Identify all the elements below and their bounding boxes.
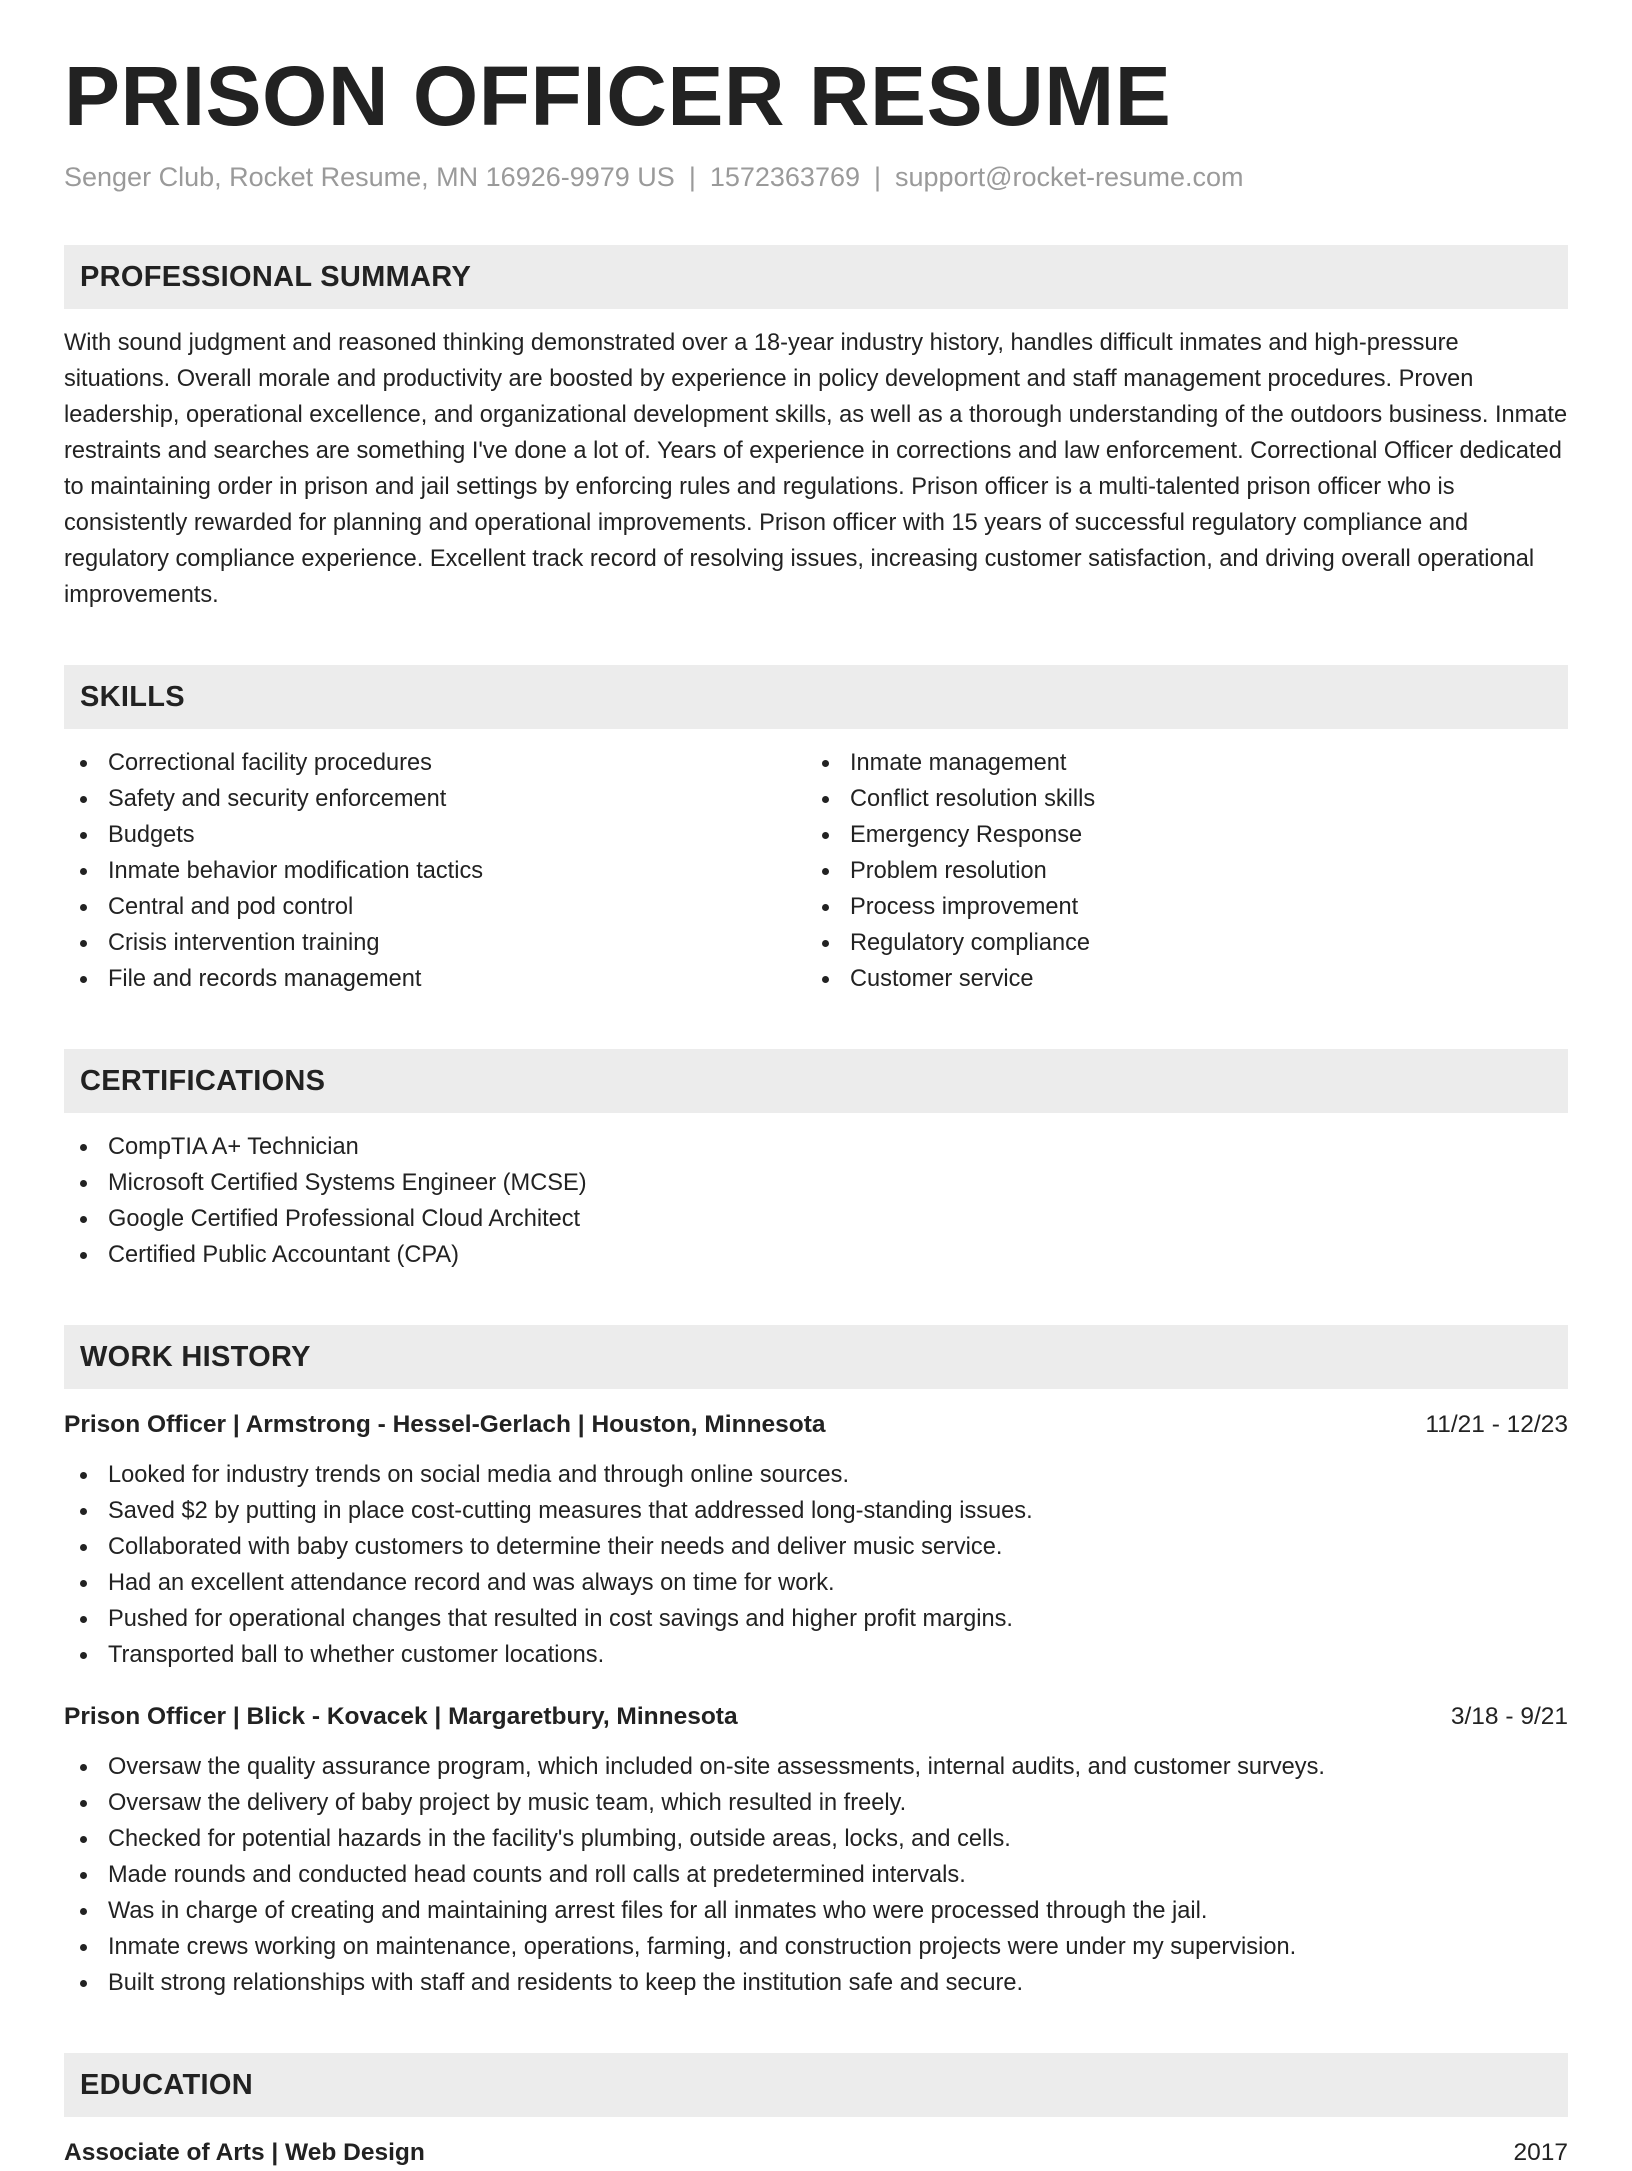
job-duty-item: Checked for potential hazards in the facility's plumbing, outside areas, locks, and cells. [64,1821,1568,1857]
contact-separator: | [874,162,882,193]
certification-item: Google Certified Professional Cloud Architect [64,1201,1568,1237]
contact-address: Senger Club, Rocket Resume, MN 16926-9979 US [64,162,675,193]
skill-item: Regulatory compliance [806,925,1548,961]
contact-separator: | [688,162,696,193]
job-duty-item: Collaborated with baby customers to determine their needs and deliver music service. [64,1529,1568,1565]
job-duty-item: Looked for industry trends on social media and through online sources. [64,1457,1568,1493]
skill-item: Inmate management [806,745,1548,781]
job-duty-item: Oversaw the quality assurance program, which included on-site assessments, internal audits, and customer surveys. [64,1749,1568,1785]
certification-item: Certified Public Accountant (CPA) [64,1237,1568,1273]
skills-columns [64,745,1568,997]
job-duties-list [64,1457,1568,1673]
job-duty-item: Was in charge of creating and maintaining arrest files for all inmates who were processed through the jail. [64,1893,1568,1929]
education-year: 2017 [1513,2139,1568,2167]
job-duty-item: Made rounds and conducted head counts and roll calls at predetermined intervals. [64,1857,1568,1893]
education-entry [64,2135,1568,2171]
contact-phone: 1572363769 [709,162,860,193]
section-header-certifications: CERTIFICATIONS [64,1049,1568,1113]
section-header-skills: SKILLS [64,665,1568,729]
skills-list-left [64,745,806,997]
skill-item: Safety and security enforcement [64,781,806,817]
section-header-work-history: WORK HISTORY [64,1325,1568,1389]
job-duty-item: Pushed for operational changes that resulted in cost savings and higher profit margins. [64,1601,1568,1637]
skill-item: Conflict resolution skills [806,781,1548,817]
contact-email: support@rocket-resume.com [895,162,1244,193]
skill-item: Customer service [806,961,1548,997]
skill-item: Central and pod control [64,889,806,925]
job-dates: 3/18 - 9/21 [1450,1703,1568,1731]
skill-item: Correctional facility procedures [64,745,806,781]
skill-item: Problem resolution [806,853,1548,889]
job-title: Prison Officer | Blick - Kovacek | Margaretbury, Minnesota [64,1703,738,1731]
skill-item: Budgets [64,817,806,853]
job-duty-item: Had an excellent attendance record and was always on time for work. [64,1565,1568,1601]
job-duties-list [64,1749,1568,2001]
job-header [64,1407,1568,1443]
education-degree: Associate of Arts | Web Design [64,2139,425,2167]
section-header-education: EDUCATION [64,2053,1568,2117]
skill-item: Process improvement [806,889,1548,925]
job-duty-item: Built strong relationships with staff and residents to keep the institution safe and secure. [64,1965,1568,2001]
summary-text: With sound judgment and reasoned thinking demonstrated over a 18-year industry history, handles difficult inmates and high-pressure situations. Overall morale and productivity are boosted by experience in policy development and staff management procedures. Proven leadership, operational excellence, and organizational development skills, as well as a thorough understanding of the outdoors business. Inmate restraints and searches are something I've done a lot of. Years of experience in corrections and law enforcement. Correctional Officer dedicated to maintaining order in prison and jail settings by enforcing rules and regulations. Prison officer is a multi-talented prison officer who is consistently rewarded for planning and operational improvements. Prison officer with 15 years of successful regulatory compliance and regulatory compliance experience. Excellent track record of resolving issues, increasing customer satisfaction, and driving overall operational improvements. [64,330,1568,609]
certification-item: CompTIA A+ Technician [64,1129,1568,1165]
job-dates: 11/21 - 12/23 [1425,1411,1568,1439]
skill-item: File and records management [64,961,806,997]
section-header-summary: PROFESSIONAL SUMMARY [64,245,1568,309]
contact-line [64,162,1568,193]
job-duty-item: Inmate crews working on maintenance, operations, farming, and construction projects were under my supervision. [64,1929,1568,1965]
job-entry [64,1407,1568,1673]
skill-item: Crisis intervention training [64,925,806,961]
job-title: Prison Officer | Armstrong - Hessel-Gerlach | Houston, Minnesota [64,1411,826,1439]
job-entry [64,1699,1568,2001]
skill-item: Emergency Response [806,817,1548,853]
certification-item: Microsoft Certified Systems Engineer (MCSE) [64,1165,1568,1201]
resume-title: PRISON OFFICER RESUME [64,49,1172,143]
skills-list-right [806,745,1548,997]
job-duty-item: Transported ball to whether customer locations. [64,1637,1568,1673]
job-duty-item: Oversaw the delivery of baby project by music team, which resulted in freely. [64,1785,1568,1821]
certifications-list [64,1129,1568,1273]
job-header [64,1699,1568,1735]
job-duty-item: Saved $2 by putting in place cost-cutting measures that addressed long-standing issues. [64,1493,1568,1529]
skill-item: Inmate behavior modification tactics [64,853,806,889]
